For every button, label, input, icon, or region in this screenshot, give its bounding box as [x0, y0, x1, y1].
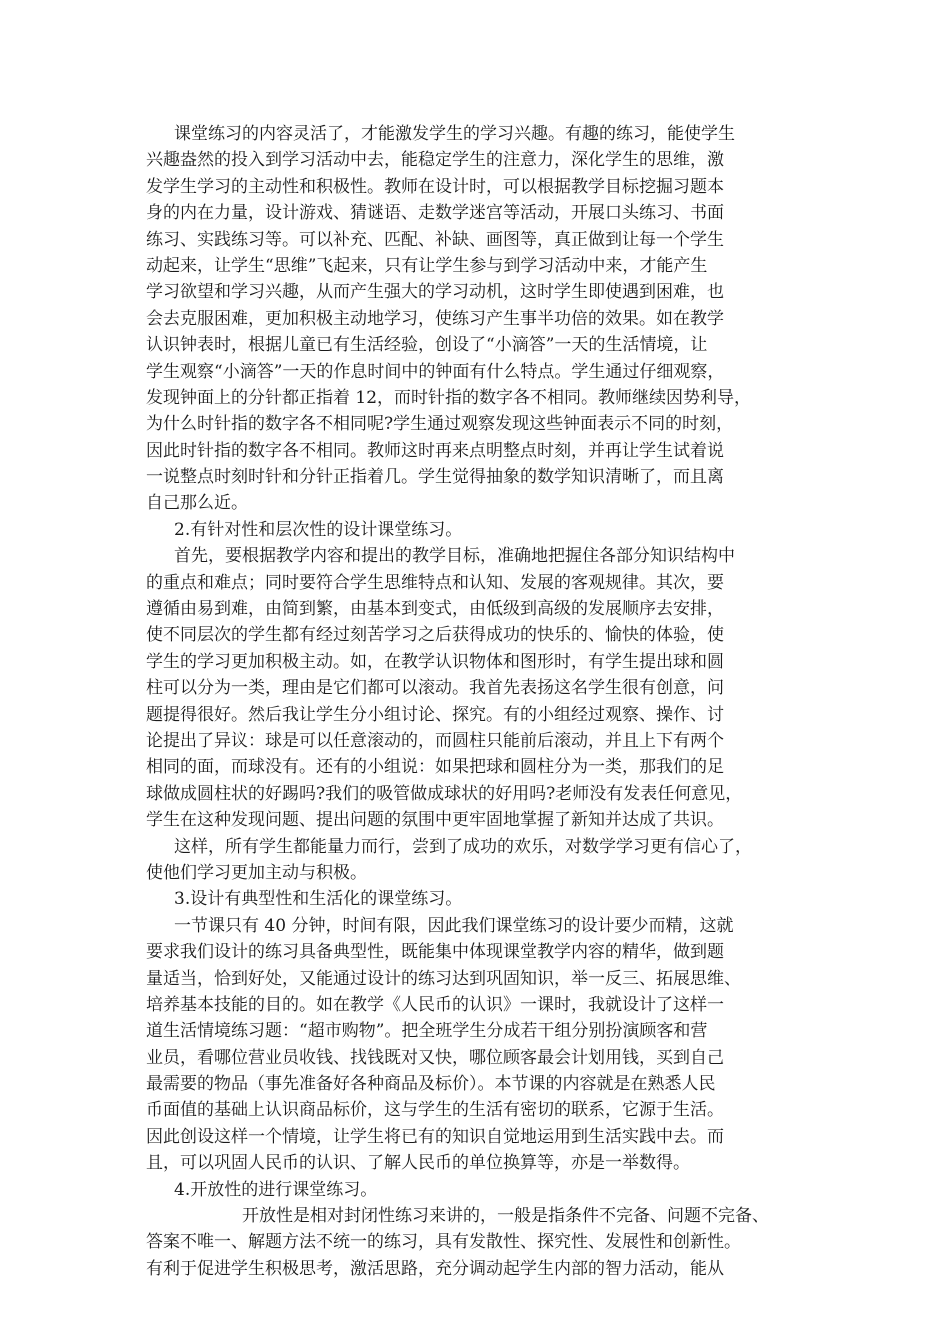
text-line: 且，可以巩固人民币的认识、了解人民币的单位换算等，亦是一举数得。 [146, 1153, 690, 1174]
document-body [146, 121, 806, 1282]
text-line: 这样，所有学生都能量力而行，尝到了成功的欢乐，对数学学习更有信心了， [174, 836, 752, 857]
text-line: 学习欲望和学习兴趣，从而产生强大的学习动机，这时学生即使遇到困难，也 [146, 282, 724, 303]
text-line: 最需要的物品（事先准备好各种商品及标价）。本节课的内容就是在熟悉人民 [146, 1074, 716, 1095]
text-line: 动起来，让学生“思维”飞起来，只有让学生参与到学习活动中来，才能产生 [146, 255, 708, 276]
text-line: 业员，看哪位营业员收钱、找钱既对又快，哪位顾客最会计划用钱，买到自己 [146, 1047, 724, 1068]
text-line: 身的内在力量，设计游戏、猜谜语、走数学迷宫等活动，开展口头练习、书面 [146, 203, 724, 224]
text-line: 开放性是相对封闭性练习来讲的，一般是指条件不完备、问题不完备、 [242, 1206, 769, 1227]
text-line: 学生在这种发现问题、提出问题的氛围中更牢固地掌握了新知并达成了共识。 [146, 810, 724, 831]
text-line: 培养基本技能的目的。如在教学《人民币的认识》一课时，我就设计了这样一 [146, 994, 724, 1015]
text-line: 量适当，恰到好处，又能通过设计的练习达到巩固知识，举一反三、拓展思维、 [146, 968, 741, 989]
text-line: 要求我们设计的练习具备典型性，既能集中体现课堂教学内容的精华，做到题 [146, 942, 724, 963]
text-line: 会去克服困难，更加积极主动地学习，使练习产生事半功倍的效果。如在教学 [146, 308, 724, 329]
text-line: 题提得很好。然后我让学生分小组讨论、探究。有的小组经过观察、操作、讨 [146, 704, 724, 725]
text-line: 道生活情境练习题：“超市购物”。把全班学生分成若干组分别扮演顾客和营 [146, 1021, 708, 1042]
text-line: 自己那么近。 [146, 493, 248, 514]
text-line: 兴趣盎然的投入到学习活动中去，能稳定学生的注意力，深化学生的思维，激 [146, 150, 724, 171]
text-line: 因此创设这样一个情境，让学生将已有的知识自觉地运用到生活实践中去。而 [146, 1126, 724, 1147]
text-line: 有利于促进学生积极思考，激活思路，充分调动起学生内部的智力活动，能从 [146, 1258, 724, 1279]
text-line: 4.开放性的进行课堂练习。 [174, 1179, 378, 1200]
text-line: 发学生学习的主动性和积极性。教师在设计时，可以根据教学目标挖掘习题本 [146, 176, 724, 197]
text-line: 学生的学习更加积极主动。如，在教学认识物体和图形时，有学生提出球和圆 [146, 651, 724, 672]
text-line: 一节课只有 40 分钟，时间有限，因此我们课堂练习的设计要少而精，这就 [174, 915, 734, 936]
text-line: 使他们学习更加主动与积极。 [146, 862, 367, 883]
text-line: 练习、实践练习等。可以补充、匹配、补缺、画图等，真正做到让每一个学生 [146, 229, 724, 250]
text-line: 课堂练习的内容灵活了，才能激发学生的学习兴趣。有趣的练习，能使学生 [174, 124, 735, 144]
text-line: 球做成圆柱状的好踢吗?我们的吸管做成球状的好用吗?老师没有发表任何意见， [146, 783, 743, 804]
text-line: 3.设计有典型性和生活化的课堂练习。 [174, 889, 463, 910]
text-line: 认识钟表时，根据儿童已有生活经验，创设了“小滴答”一天的生活情境，让 [146, 335, 708, 356]
text-line: 答案不唯一、解题方法不统一的练习，具有发散性、探究性、发展性和创新性。 [146, 1232, 741, 1253]
text-line: 相同的面，而球没有。还有的小组说：如果把球和圆柱分为一类，那我们的足 [146, 757, 724, 778]
text-line: 遵循由易到难，由简到繁，由基本到变式，由低级到高级的发展顺序去安排， [146, 599, 724, 620]
text-line: 学生观察“小滴答”一天的作息时间中的钟面有什么特点。学生通过仔细观察， [146, 361, 725, 382]
text-line: 发现钟面上的分针都正指着 12，而时针指的数字各不相同。教师继续因势利导， [146, 387, 752, 408]
text-line: 为什么时针指的数字各不相同呢?学生通过观察发现这些钟面表示不同的时刻， [146, 414, 734, 435]
text-line: 的重点和难点；同时要符合学生思维特点和认知、发展的客观规律。其次，要 [146, 572, 724, 593]
text-line: 2.有针对性和层次性的设计课堂练习。 [174, 519, 463, 540]
text-line: 柱可以分为一类，理由是它们都可以滚动。我首先表扬这名学生很有创意，问 [146, 678, 724, 699]
text-line: 使不同层次的学生都有经过刻苦学习之后获得成功的快乐的、愉快的体验，使 [146, 625, 724, 646]
text-line: 一说整点时刻时针和分针正指着几。学生觉得抽象的数学知识清晰了，而且离 [146, 467, 724, 488]
text-line: 首先，要根据教学内容和提出的教学目标，准确地把握住各部分知识结构中 [174, 546, 735, 567]
text-line: 因此时针指的数字各不相同。教师这时再来点明整点时刻，并再让学生试着说 [146, 440, 724, 461]
text-line: 币面值的基础上认识商品标价，这与学生的生活有密切的联系，它源于生活。 [146, 1100, 724, 1121]
text-line: 论提出了异议：球是可以任意滚动的，而圆柱只能前后滚动，并且上下有两个 [146, 730, 724, 751]
